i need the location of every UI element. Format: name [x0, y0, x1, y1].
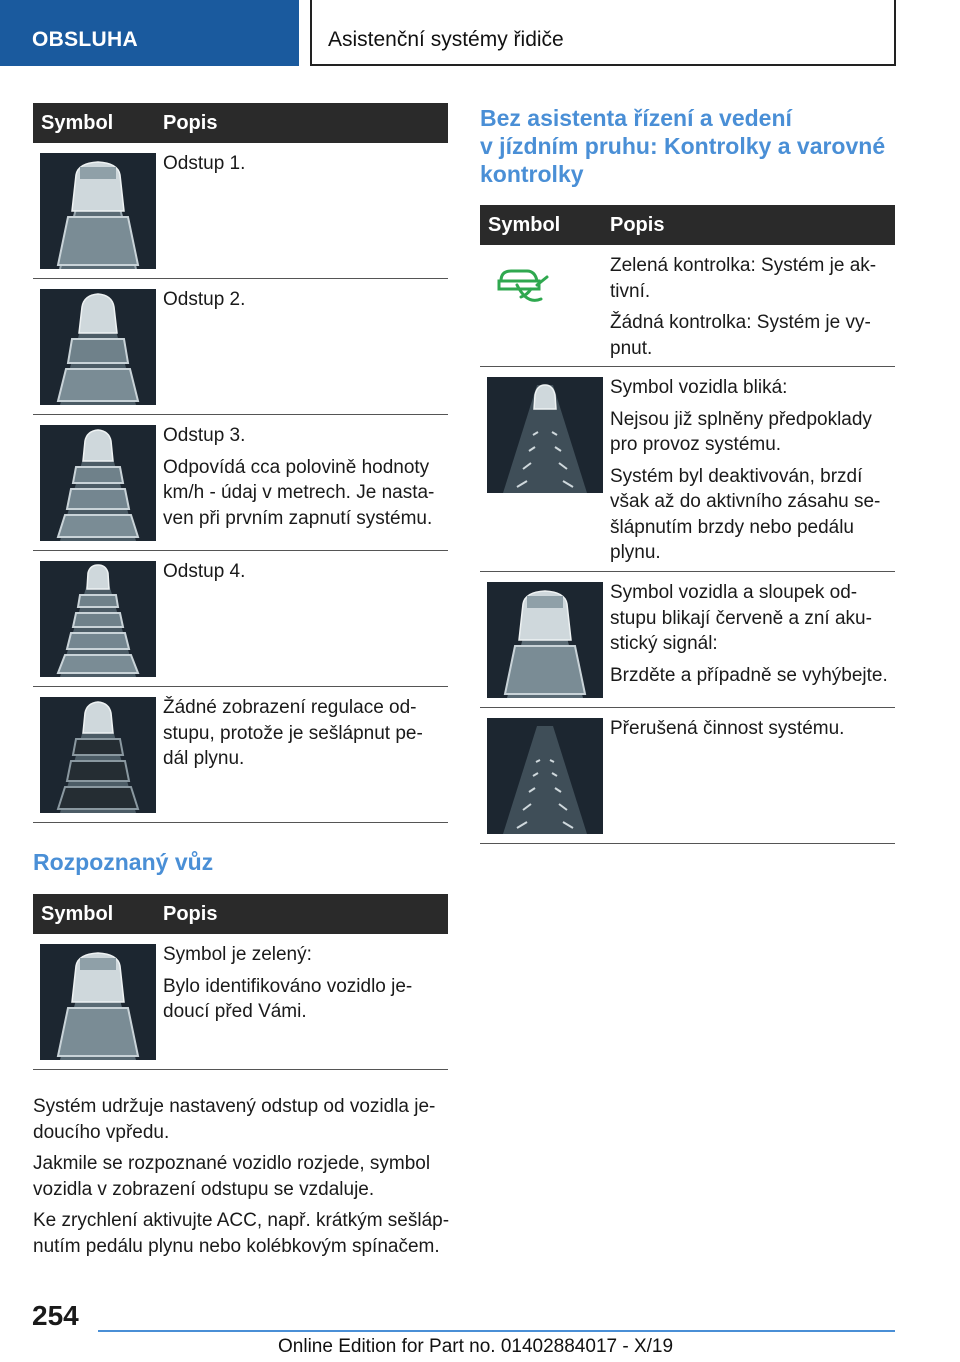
table-header [33, 103, 448, 143]
no-regulation-icon [40, 697, 156, 813]
header-section-label: OBSLUHA [32, 28, 138, 51]
row-text: Žádná kontrolka: Systém je vy- pnut. [610, 312, 871, 359]
section-title-recognized: Rozpoznaný vůz [33, 849, 214, 875]
row-description [610, 580, 895, 694]
footer-divider [98, 1330, 895, 1332]
section-title-indicators [480, 104, 900, 188]
row-text: Odstup 4. [163, 561, 246, 582]
table-row [33, 551, 448, 687]
header-chapter-label: Asistenční systémy řidiče [328, 28, 564, 51]
table-header [480, 205, 895, 245]
table-row [33, 687, 448, 823]
row-description [163, 151, 448, 183]
row-text: Symbol je zelený: [163, 944, 312, 965]
row-text: Symbol vozidla a sloupek od- stupu blikají červeně a zní aku- stický signál: [610, 582, 872, 654]
acc-indicator-icon [487, 259, 603, 309]
table-row [480, 245, 895, 367]
header-popis: Popis [163, 903, 218, 925]
table-row [480, 367, 895, 572]
header-chapter-box [310, 0, 896, 66]
table-header [33, 894, 448, 934]
row-text: Nejsou již splněny předpoklady pro provoz systému. [610, 408, 872, 455]
page-number: 254 [32, 1300, 79, 1331]
row-text: Odstup 1. [163, 153, 246, 174]
distance-2-icon [40, 289, 156, 405]
row-description [610, 253, 895, 367]
system-interrupted-icon [487, 718, 603, 834]
table-row [33, 143, 448, 279]
row-description [163, 695, 448, 778]
row-description [163, 423, 448, 537]
row-description [163, 942, 448, 1031]
header-symbol: Symbol [41, 112, 114, 134]
recognized-vehicle-icon [40, 944, 156, 1060]
row-text: Žádné zobrazení regulace od- stupu, protože je sešlápnut pe- dál plynu. [163, 697, 423, 769]
row-description [163, 559, 448, 591]
row-description [610, 716, 895, 748]
row-description [163, 287, 448, 319]
row-text: Systém byl deaktivován, brzdí však až do aktivního zásahu se- šlápnutím brzdy nebo pedálu plynu. [610, 465, 881, 563]
recognized-table [33, 894, 448, 1070]
title-line: v jízdním pruhu: Kontrolky a varovné [480, 133, 886, 159]
table-row [33, 279, 448, 415]
header-popis: Popis [163, 112, 218, 134]
row-text: Odstup 2. [163, 289, 246, 310]
paragraph: Systém udržuje nastavený odstup od vozidla je- doucího vpředu. [33, 1096, 436, 1143]
header-section-tab [0, 0, 299, 66]
row-text: Odstup 3. [163, 425, 246, 446]
row-text: Zelená kontrolka: Systém je ak- tivní. [610, 255, 877, 302]
header-symbol: Symbol [488, 214, 561, 236]
vehicle-flashing-icon [487, 377, 603, 493]
row-text: Symbol vozidla bliká: [610, 377, 788, 398]
table-row [480, 572, 895, 708]
paragraph: Jakmile se rozpoznané vozidlo rozjede, symbol vozidla v zobrazení odstupu se vzdaluje. [33, 1153, 431, 1200]
title-line: kontrolky [480, 161, 584, 187]
row-description [610, 375, 895, 572]
indicator-table [480, 205, 895, 844]
row-text: Přerušená činnost systému. [610, 718, 845, 739]
vehicle-red-warning-icon [487, 582, 603, 698]
distance-4-icon [40, 561, 156, 677]
footer-text: Online Edition for Part no. 01402884017 - X/19 [278, 1336, 674, 1357]
distance-1-icon [40, 153, 156, 269]
distance-3-icon [40, 425, 156, 541]
table-row [480, 708, 895, 844]
title-line: Bez asistenta řízení a vedení [480, 105, 792, 131]
header-symbol: Symbol [41, 903, 114, 925]
row-text: Bylo identifikováno vozidlo je- doucí před Vámi. [163, 975, 413, 1022]
distance-table [33, 103, 448, 823]
table-row [33, 934, 448, 1070]
row-text: Brzděte a případně se vyhýbejte. [610, 664, 888, 686]
paragraph: Ke zrychlení aktivujte ACC, např. krátkým sešláp- nutím pedálu plynu nebo kolébkovým spínačem. [33, 1210, 450, 1257]
recognized-body [33, 1094, 453, 1265]
table-row [33, 415, 448, 551]
header-popis: Popis [610, 214, 665, 236]
row-text: Odpovídá cca polovině hodnoty km/h - údaj v metrech. Je nasta- ven při prvním zapnutí systému. [163, 456, 435, 529]
